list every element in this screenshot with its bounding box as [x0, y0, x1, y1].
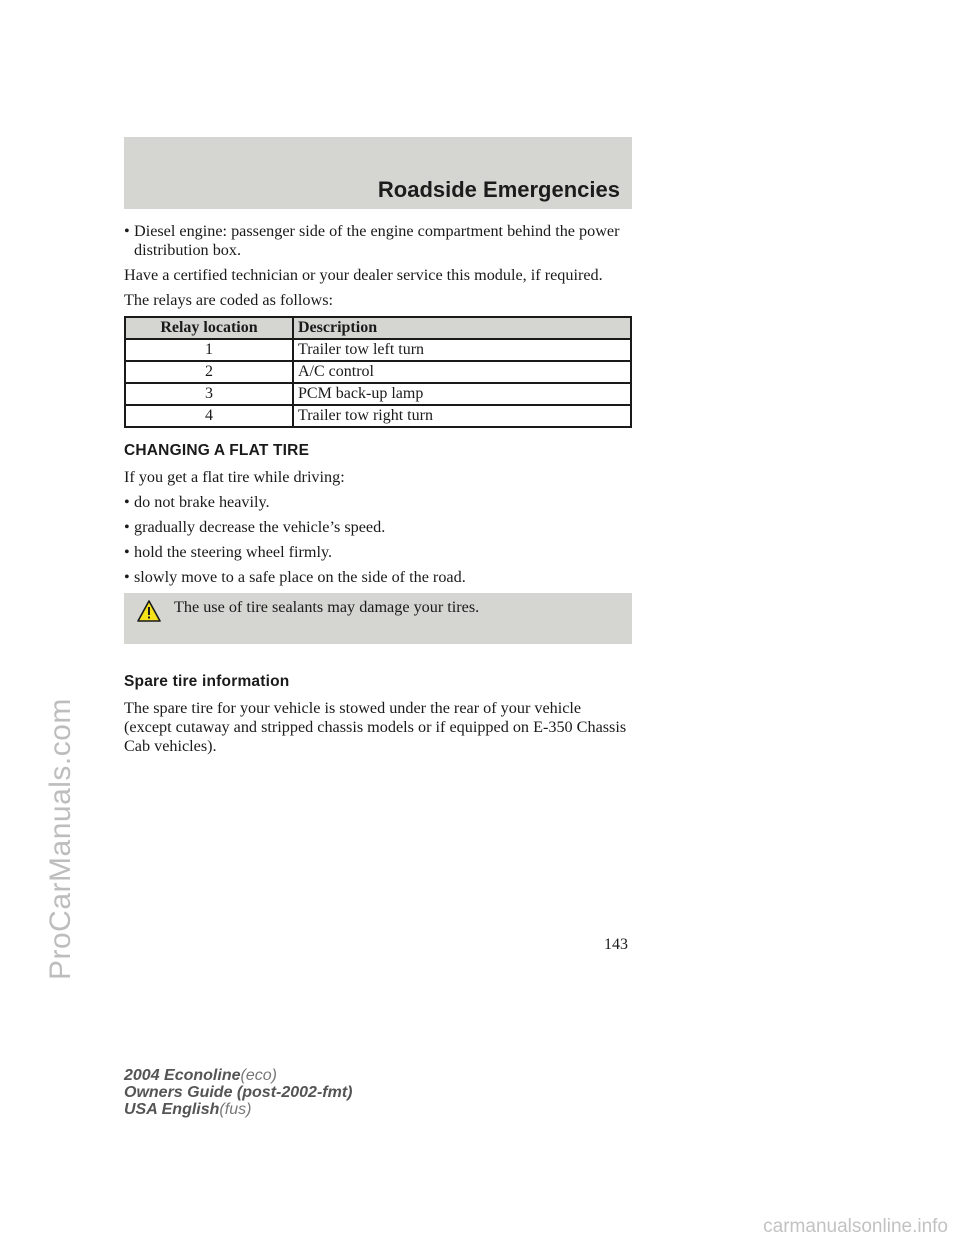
page-content	[124, 222, 632, 762]
relay-table-header-row	[125, 317, 631, 339]
document-footer	[124, 1067, 352, 1118]
footer-language: USA English	[124, 1101, 220, 1118]
footer-language-code: (fus)	[219, 1101, 252, 1118]
relay-intro: The relays are coded as follows:	[124, 291, 334, 309]
description-cell: Trailer tow right turn	[293, 405, 631, 427]
flat-tire-heading: CHANGING A FLAT TIRE	[124, 442, 310, 459]
relay-location-header: Relay location	[125, 317, 293, 339]
warning-triangle-icon	[124, 598, 174, 644]
spare-tire-text: The spare tire for your vehicle is stowed under the rear of your vehicle (except cutaway and stripped chassis models or if equipped on E-350 Chassis Cab vehicles).	[124, 699, 627, 755]
footer-line-3	[124, 1101, 352, 1118]
flat-tire-intro: If you get a flat tire while driving:	[124, 468, 345, 486]
description-header: Description	[293, 317, 631, 339]
table-row	[125, 361, 631, 383]
table-row	[125, 383, 631, 405]
bottom-watermark: carmanualsonline.info	[763, 1216, 948, 1237]
description-cell: PCM back-up lamp	[293, 383, 631, 405]
spare-tire-heading: Spare tire information	[124, 673, 290, 690]
relay-table	[124, 316, 632, 428]
bullet-dot: •	[124, 543, 130, 561]
bullet-dot: •	[124, 493, 130, 511]
footer-line-2	[124, 1084, 352, 1101]
list-item	[124, 493, 632, 512]
relay-location-cell: 4	[125, 405, 293, 427]
warning-box	[124, 593, 632, 644]
bullet-text: gradually decrease the vehicle’s speed.	[134, 518, 386, 536]
bullet-text: do not brake heavily.	[134, 493, 270, 511]
relay-location-cell: 1	[125, 339, 293, 361]
list-item	[124, 518, 632, 537]
bullet-diesel	[124, 222, 632, 260]
table-row	[125, 405, 631, 427]
footer-model-code: (eco)	[240, 1067, 277, 1084]
warning-text: The use of tire sealants may damage your tires.	[174, 598, 480, 616]
bullet-dot: •	[124, 222, 130, 240]
service-note: Have a certified technician or your dealer service this module, if required.	[124, 266, 603, 284]
bullet-dot: •	[124, 518, 130, 536]
section-header-band	[124, 137, 632, 209]
relay-location-cell: 2	[125, 361, 293, 383]
footer-model: 2004 Econoline	[124, 1067, 241, 1084]
footer-line-1	[124, 1067, 352, 1084]
relay-location-cell: 3	[125, 383, 293, 405]
page-number: 143	[604, 936, 628, 953]
bullet-text: Diesel engine: passenger side of the engine compartment behind the power distribution box.	[134, 222, 620, 259]
list-item	[124, 543, 632, 562]
bullet-text: hold the steering wheel firmly.	[134, 543, 333, 561]
left-watermark	[0, 0, 77, 1242]
description-cell: A/C control	[293, 361, 631, 383]
bullet-text: slowly move to a safe place on the side of the road.	[134, 568, 466, 586]
description-cell: Trailer tow left turn	[293, 339, 631, 361]
left-watermark-text: ProCarManuals.com	[44, 698, 77, 980]
bullet-dot: •	[124, 568, 130, 586]
table-row	[125, 339, 631, 361]
section-title: Roadside Emergencies	[377, 177, 620, 202]
footer-guide: Owners Guide (post-2002-fmt)	[124, 1084, 353, 1101]
list-item	[124, 568, 632, 587]
